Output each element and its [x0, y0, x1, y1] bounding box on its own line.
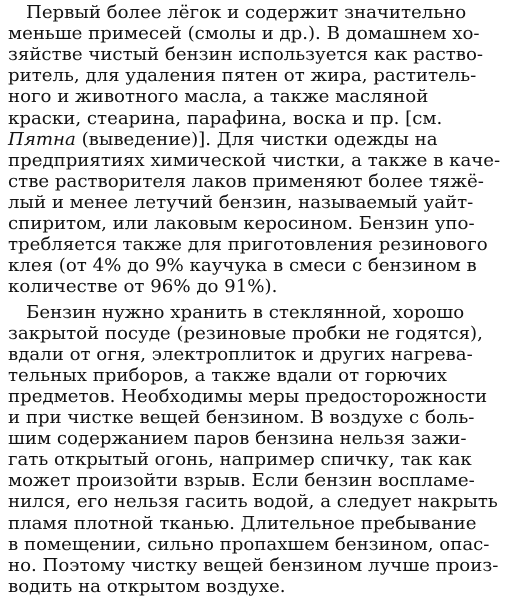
text-line: закрытой посуде (резиновые пробки не годятся), [8, 322, 483, 344]
text-line: клея (от 4% до 9% каучука в смеси с бензином в [8, 255, 477, 277]
text-line: требляется также для приготовления резинового [8, 234, 488, 256]
text-line: в помещении, сильно пропахшем бензином, опас- [8, 533, 490, 555]
text-line: краски, стеарина, парафина, воска и пр. [см. [8, 107, 443, 129]
text-line-rest: (выведение)]. Для чистки одежды на [81, 128, 438, 150]
text-line: спиритом, или лаковым керосином. Бензин упо- [8, 213, 475, 235]
text-line: лый и менее летучий бензин, называемый уайт- [8, 191, 474, 213]
text-line: и при чистке вещей бензином. В воздухе с боль- [8, 407, 475, 429]
text-line: Бензин нужно хранить в стеклянной, хорошо [26, 301, 465, 323]
text-line: меньше примесей (смолы и др.). В домашнем хо- [8, 23, 480, 45]
text-line: ритель, для удаления пятен от жира, раститель- [8, 65, 477, 87]
text-line: предметов. Необходимы меры предосторожности [8, 385, 488, 407]
text-line: пламя плотной тканью. Длительное пребывание [8, 512, 477, 534]
text-line: количестве от 96% до 91%). [8, 276, 278, 298]
text-line: водить на открытом воздухе. [8, 575, 286, 597]
text-line: Первый более лёгок и содержит значительно [26, 2, 467, 23]
text-line: гать открытый огонь, например спичку, так как [8, 449, 472, 471]
text-line: нился, его нельзя гасить водой, а следует накрыть [8, 491, 498, 513]
text-line: вдали от огня, электроплиток и других нагрева- [8, 343, 473, 365]
text-line: тельных приборов, а также вдали от горючих [8, 364, 448, 386]
text-line: может произойти взрыв. Если бензин воспламе- [8, 470, 475, 492]
text-line: ного и животного масла, а также масляной [8, 86, 429, 108]
reference-italic-word: Пятна [8, 128, 76, 150]
text-line: шим содержанием паров бензина нельзя зажи- [8, 428, 467, 450]
text-line: стве растворителя лаков применяют более тяжё- [8, 170, 484, 192]
text-line-with-reference [8, 129, 438, 150]
text-line: предприятиях химической чистки, а также в каче- [8, 149, 501, 171]
text-line: но. Поэтому чистку вещей бензином лучше произ- [8, 554, 499, 576]
text-line: зяйстве чистый бензин используется как раство- [8, 44, 484, 66]
